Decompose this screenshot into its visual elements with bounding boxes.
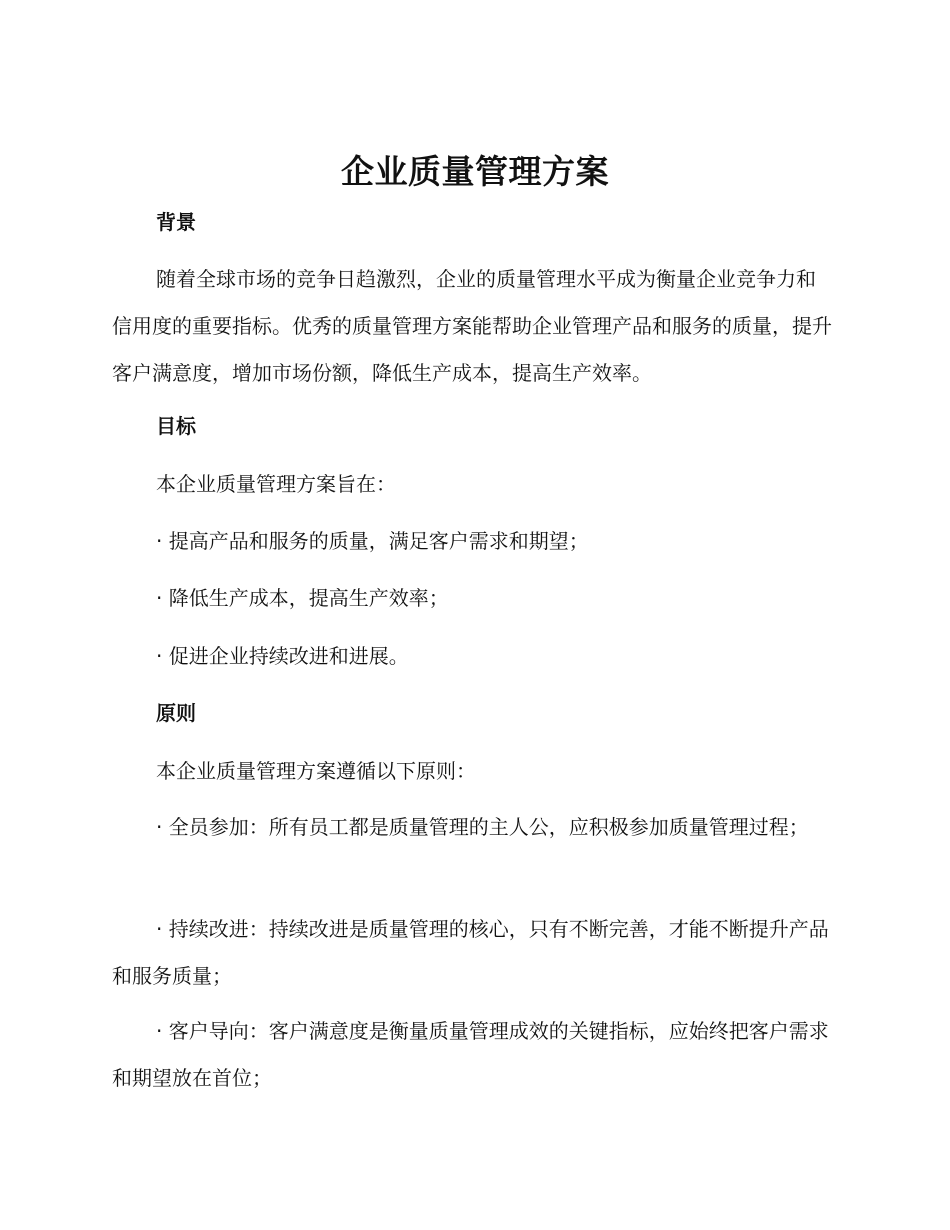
principles-list-item: · 持续改进：持续改进是质量管理的核心，只有不断完善，才能不断提升产品和服务质量；: [112, 917, 829, 988]
background-paragraph: 随着全球市场的竞争日趋激烈，企业的质量管理水平成为衡量企业竞争力和信用度的重要指标。优秀的质量管理方案能帮助企业管理产品和服务的质量，提升客户满意度，增加市场份额，降低生产成本，提高生产效率。: [112, 267, 832, 385]
section-heading-goals: 目标: [156, 414, 196, 438]
document-title: 企业质量管理方案: [341, 152, 609, 191]
goals-list-item: · 促进企业持续改进和进展。: [156, 644, 409, 668]
section-heading-principles: 原则: [156, 701, 196, 725]
section-heading-background: 背景: [156, 210, 196, 234]
goals-list-item: · 提高产品和服务的质量，满足客户需求和期望；: [156, 529, 589, 553]
goals-intro: 本企业质量管理方案旨在：: [156, 472, 396, 496]
goals-list-item: · 降低生产成本，提高生产效率；: [156, 586, 449, 610]
principles-list-item: · 客户导向：客户满意度是衡量质量管理成效的关键指标，应始终把客户需求和期望放在首位；: [112, 1019, 829, 1090]
principles-list-item: · 全员参加：所有员工都是质量管理的主人公，应积极参加质量管理过程；: [156, 815, 809, 839]
principles-intro: 本企业质量管理方案遵循以下原则：: [156, 759, 476, 783]
